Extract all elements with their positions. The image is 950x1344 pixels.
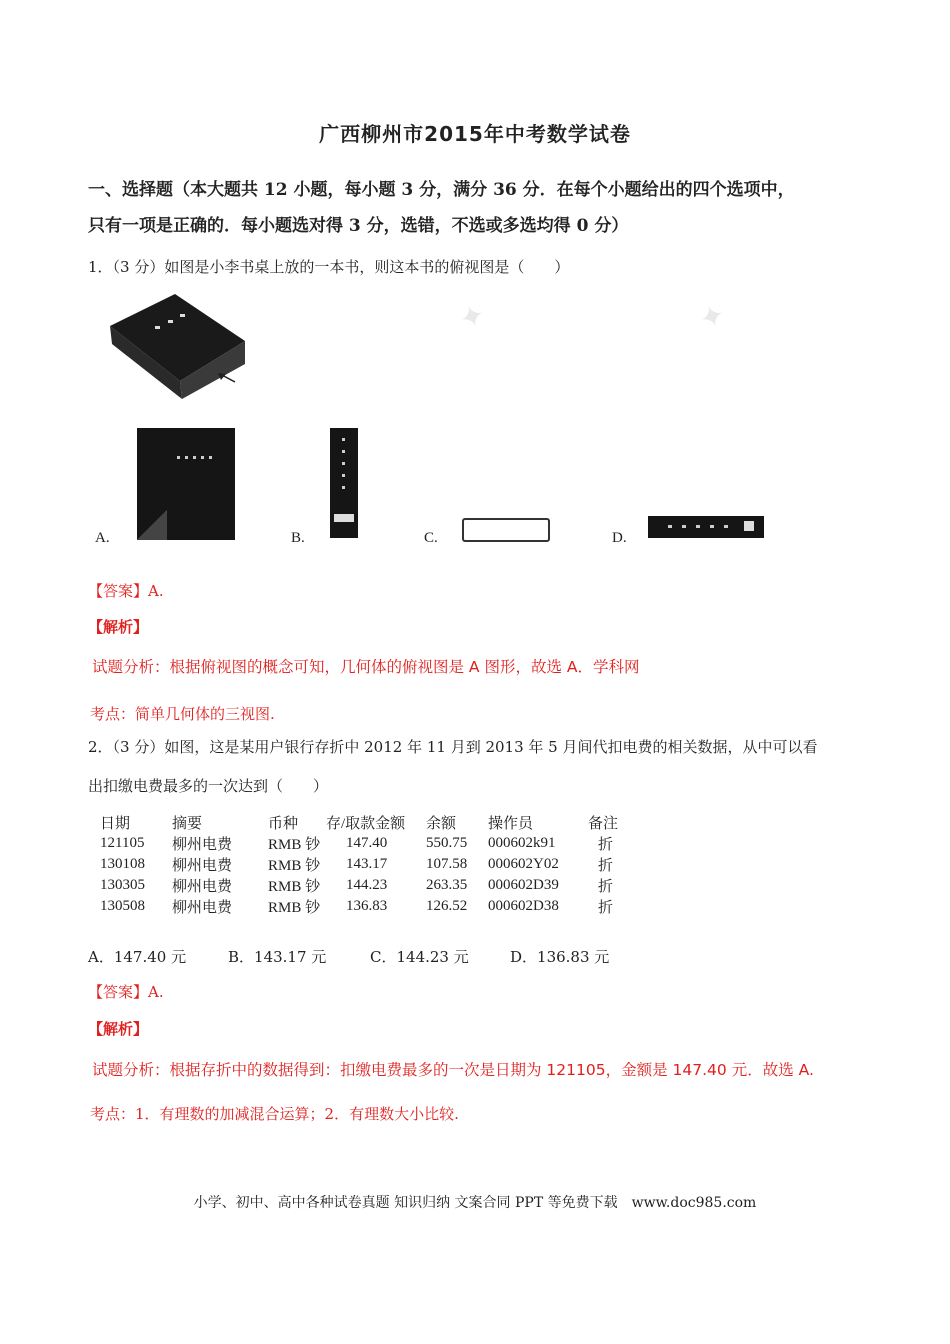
option-d-figure	[648, 516, 764, 538]
q1-analysis: 试题分析：根据俯视图的概念可知，几何体的俯视图是 A 图形，故选 A．学科网	[92, 658, 640, 676]
q1-kaodian: 考点：简单几何体的三视图.	[90, 705, 275, 723]
table-cell: RMB 钞	[268, 837, 321, 853]
q2-stem-line1: 2．（3 分）如图，这是某用户银行存折中 2012 年 11 月到 2013 年 5 月间代扣电费的相关数据，从中可以看	[88, 738, 818, 756]
table-cell: 126.52	[426, 898, 468, 914]
table-cell: 柳州电费	[172, 837, 233, 853]
table-row	[100, 896, 618, 917]
option-a-figure	[137, 428, 235, 540]
option-c-label: C.	[424, 530, 438, 546]
table-cell: 121105	[100, 835, 145, 851]
q2-kaodian: 考点：1．有理数的加减混合运算；2．有理数大小比较.	[90, 1105, 459, 1123]
table-row	[100, 875, 618, 896]
table-cell: 折	[598, 879, 614, 895]
table-cell: 107.58	[426, 856, 468, 872]
q2-stem-line2: 出扣缴电费最多的一次达到（ ）	[88, 777, 329, 795]
section-heading-line2: 只有一项是正确的．每小题选对得 3 分，选错，不选或多选均得 0 分）	[88, 216, 629, 236]
q2-option-b: B．143.17 元	[228, 948, 327, 966]
table-cell: 折	[598, 900, 614, 916]
table-cell: RMB 钞	[268, 900, 321, 916]
table-cell: 263.35	[426, 877, 468, 893]
table-header: 币种	[268, 816, 299, 832]
option-b-figure	[330, 428, 358, 538]
table-header: 余额	[426, 816, 457, 832]
table-cell: 130305	[100, 877, 145, 893]
table-cell: 130508	[100, 898, 145, 914]
table-cell: 折	[598, 837, 614, 853]
q1-stem: 1．（3 分）如图是小李书桌上放的一本书，则这本书的俯视图是（ ）	[88, 258, 570, 276]
table-cell: 144.23	[346, 877, 388, 893]
q1-answer: 【答案】A.	[88, 582, 164, 600]
table-header: 备注	[588, 816, 619, 832]
q2-analysis: 试题分析：根据存折中的数据得到：扣缴电费最多的一次是日期为 121105，金额是 147.40 元．故选 A.	[92, 1061, 814, 1079]
book-illustration	[100, 286, 300, 406]
table-cell: 136.83	[346, 898, 388, 914]
q2-option-a: A．147.40 元	[88, 948, 187, 966]
q2-answer: 【答案】A.	[88, 983, 164, 1001]
table-cell: 000602D39	[488, 877, 559, 893]
table-cell: 折	[598, 858, 614, 874]
table-cell: 柳州电费	[172, 900, 233, 916]
table-cell: 000602k91	[488, 835, 556, 851]
passbook-table	[100, 812, 618, 917]
page-footer: 小学、初中、高中各种试卷真题 知识归纳 文案合同 PPT 等免费下载 www.doc985.com	[193, 1195, 757, 1211]
watermark-1: ✦	[454, 296, 491, 339]
table-header: 摘要	[172, 816, 203, 832]
table-cell: 000602Y02	[488, 856, 559, 872]
table-row	[100, 854, 618, 875]
option-b-label: B.	[291, 530, 305, 546]
q2-analysis-label: 【解析】	[88, 1020, 149, 1038]
table-cell: 柳州电费	[172, 879, 233, 895]
table-cell: 143.17	[346, 856, 388, 872]
table-cell: 147.40	[346, 835, 388, 851]
table-cell: 柳州电费	[172, 858, 233, 874]
q2-option-c: C．144.23 元	[370, 948, 469, 966]
table-cell: 000602D38	[488, 898, 559, 914]
q1-analysis-label: 【解析】	[88, 618, 149, 636]
q2-option-d: D．136.83 元	[510, 948, 610, 966]
table-cell: 130108	[100, 856, 145, 872]
option-c-figure	[462, 518, 550, 542]
table-header-row	[100, 812, 618, 833]
option-a-label: A.	[95, 530, 110, 546]
table-header: 存/取款金额	[326, 816, 406, 832]
table-row	[100, 833, 618, 854]
table-header: 操作员	[488, 816, 534, 832]
table-cell: 550.75	[426, 835, 468, 851]
table-header: 日期	[100, 816, 131, 832]
watermark-2: ✦	[694, 296, 731, 339]
table-cell: RMB 钞	[268, 879, 321, 895]
section-heading	[88, 172, 868, 244]
page-title: 广西柳州市2015年中考数学试卷	[319, 122, 631, 146]
section-heading-line1: 一、选择题（本大题共 12 小题，每小题 3 分，满分 36 分．在每个小题给出的四个选项中，	[88, 180, 795, 200]
table-cell: RMB 钞	[268, 858, 321, 874]
option-d-label: D.	[612, 530, 627, 546]
